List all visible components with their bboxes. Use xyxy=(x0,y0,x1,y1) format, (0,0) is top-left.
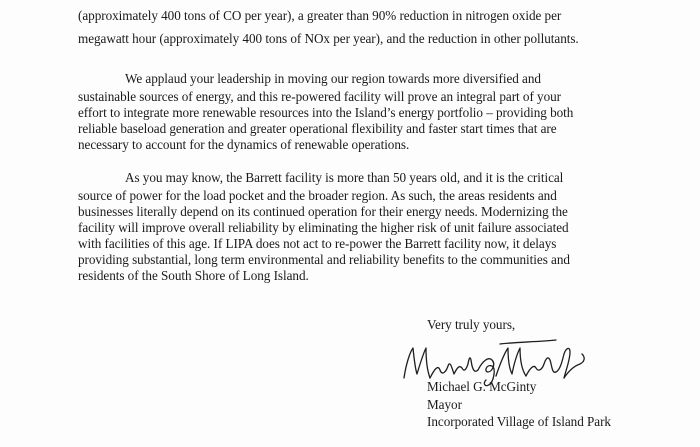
paragraph-line: As you may know, the Barrett facility is more than 50 years old, and it is the critical xyxy=(125,170,564,185)
salutation: Very truly yours, xyxy=(427,317,516,332)
signer-name: Michael G. McGinty xyxy=(427,379,537,394)
paragraph-line: necessary to account for the dynamics of renewable operations. xyxy=(78,137,410,152)
paragraph-line: sustainable sources of energy, and this re-powered facility will prove an integral part of your xyxy=(78,89,562,104)
paragraph-line: facility will improve overall reliability by eliminating the higher risk of unit failure associated xyxy=(78,220,569,235)
paragraph-line: effort to integrate more renewable resources into the Island’s energy portfolio – providing both xyxy=(78,105,574,120)
paragraph-line: reliable baseload generation and greater operational flexibility and faster start times that are xyxy=(78,121,557,136)
paragraph-line: with facilities of this age. If LIPA does not act to re-power the Barrett facility now, it delays xyxy=(78,236,557,251)
signer-organization: Incorporated Village of Island Park xyxy=(427,414,611,429)
paragraph-line: businesses literally depend on its continued operation for their energy needs. Modernizing the xyxy=(78,204,568,219)
paragraph-line: (approximately 400 tons of CO per year), a greater than 90% reduction in nitrogen oxide per xyxy=(78,8,562,23)
paragraph-line: source of power for the load pocket and the broader region. As such, the areas residents and xyxy=(78,188,557,203)
paragraph-line: providing substantial, long term environmental and reliability benefits to the communities and xyxy=(78,252,570,267)
paragraph-line: We applaud your leadership in moving our region towards more diversified and xyxy=(125,71,541,86)
signer-title: Mayor xyxy=(427,397,462,412)
paragraph-line: megawatt hour (approximately 400 tons of NOx per year), and the reduction in other pollutants. xyxy=(78,31,579,46)
paragraph-line: residents of the South Shore of Long Island. xyxy=(78,268,309,283)
